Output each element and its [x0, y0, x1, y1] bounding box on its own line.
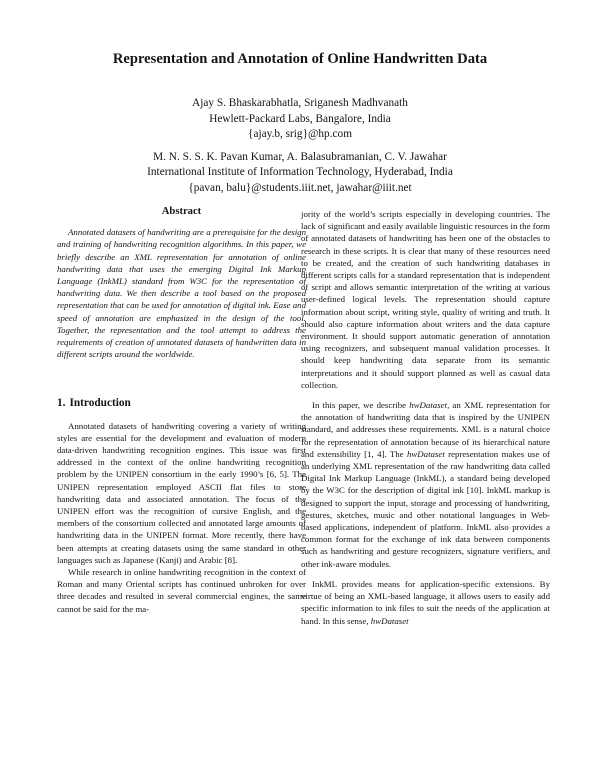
body-paragraph-continued: jority of the world’s scripts especially in developing countries. The lack of significant and easily available linguistic resources in the form of annotated datasets of handwriting has been one of the obstacles to research in these scripts. It is clear that many of these resources need to be created, and the creation of such handwriting databases in different scripts calls for a standard representation that is independent of script and allows semantic interpretation of the writing at various user-defined logical levels. The representation should capture information about script, writing style, quality of writing and truth. It should also capture information about writers and the data capture environment. It should support automatic generation of annotation using recognizers, and subsequent manual validation processes. It should keep handwriting data separate from its semantic interpretations and it should support planned as well as casual data collection. [301, 209, 550, 390]
body-paragraph-hwdataset: In this paper, we describe hwDataset, an XML representation for the annotation of handwriting data that is inspired by the UNIPEN standard, and addresses these requirements. XML is a natural choice for the representation of annotation because of its hierarchical nature and extensibility [1, 4]. The hwDataset representation makes use of an underlying XML representation of the raw handwriting data called Digital Ink Markup Language (InkML), a standard being developed by the W3C for the description of digital ink [10]. InkML markup is designed to support the input, storage and processing of handwriting, gestures, sketches, music and other notational languages in Web-based applications, independent of platform. InkML also provides a common format for the exchange of ink data between components such as handwriting and gesture recognizers, signature verifiers, and other ink-aware modules. [301, 400, 551, 569]
intro-paragraph-2: While research in online handwriting recognition in the context of Roman and many Oriental scripts has continued unbroken for over three decades and resulted in several commercial engines, the same cannot be said for the ma- [57, 567, 306, 614]
right-column [301, 208, 550, 635]
author-block [0, 96, 600, 196]
section-title: Introduction [69, 397, 131, 410]
abstract-heading: Abstract [161, 206, 202, 217]
author-affiliation: Hewlett-Packard Labs, Bangalore, India [209, 112, 391, 125]
author-names: Ajay S. Bhaskarabhatla, Sriganesh Madhvanath [192, 97, 408, 109]
intro-paragraph-1: Annotated datasets of handwriting covering a variety of writing styles are essential for the development and evaluation of modern data-driven handwriting recognition engines. This issue was first addressed in the context of the online handwriting recognition problem by the UNIPEN consortium in the early 1990’s [6, 5]. The UNIPEN representation employed ASCII flat files to store handwriting data and associated annotation. The focus of the UNIPEN effort was the recognition of cursive English, and the members of the consortium collected and annotated large amounts of handwriting data in the UNIPEN format. More recently, there have been attempts at creating datasets using the same standard in other languages such as Japanese (Kanji) and Arabic [8]. [57, 420, 306, 565]
author-names: M. N. S. S. K. Pavan Kumar, A. Balasubramanian, C. V. Jawahar [153, 150, 447, 163]
author-affiliation: International Institute of Information Technology, Hyderabad, India [147, 166, 453, 178]
author-email: {pavan, balu}@students.iiit.net, jawahar@iiit.net [188, 181, 412, 194]
author-group-hp [0, 96, 600, 143]
abstract-text: Annotated datasets of handwriting are a prerequisite for the design and training of handwriting recognition algorithms. In this paper, we briefly describe an XML representation for annotation of online handwriting data that uses the emerging Digital Ink Markup Language (InkML) standard from W3C for the representation of handwriting data. We then describe a tool based on the proposed representation that can be used for annotation of digital ink. Ease and speed of annotation are emphasized in the design of the tool. Together, the representation and the tool attempt to address the requirements of creation of annotated datasets of handwritten data in different scripts around the worldwide. [57, 227, 306, 360]
left-column [57, 206, 306, 615]
author-group-iiit [0, 150, 600, 197]
paper-title: Representation and Annotation of Online Handwritten Data [112, 51, 488, 67]
section-number: 1. [57, 397, 66, 410]
author-email: {ajay.b, srig}@hp.com [248, 128, 352, 140]
section-heading-introduction [57, 397, 306, 409]
body-paragraph-inkml: InkML provides means for application-specific extensions. By virtue of being an XML-based language, it allows users to easily add specific information to ink files to suit the needs of the application at hand. In this sense, hwDataset [301, 578, 550, 626]
